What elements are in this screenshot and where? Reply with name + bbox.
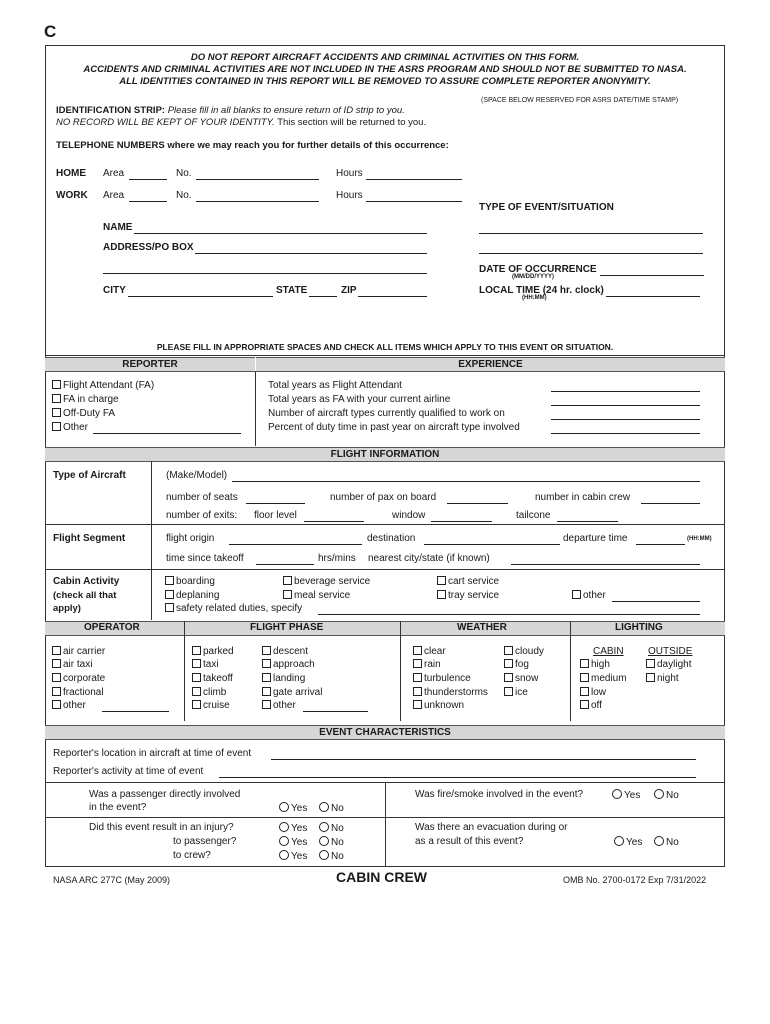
lighting-cabin-option[interactable] <box>580 659 610 670</box>
home-hours-label: Hours <box>336 168 363 179</box>
id-strip-text: Please fill in all blanks to ensure return of ID strip to you. <box>167 105 405 116</box>
lighting-option-label: off <box>591 700 602 711</box>
q-injury: Did this event result in an injury? <box>89 822 234 833</box>
cabin-option-label: meal service <box>294 590 351 601</box>
checkbox-icon <box>413 659 422 668</box>
activity-label: Reporter's activity at time of event <box>53 766 204 777</box>
make-model-field[interactable] <box>232 481 700 482</box>
checkbox-icon <box>413 673 422 682</box>
frame-top <box>45 45 725 46</box>
type-of-event-label: TYPE OF EVENT/SITUATION <box>479 202 614 213</box>
checkbox-icon <box>580 687 589 696</box>
departure-label: departure time <box>563 533 628 544</box>
lighting-option-label: low <box>591 687 607 698</box>
destination-label: destination <box>367 533 416 544</box>
to-crew-no-radio[interactable] <box>319 850 344 862</box>
radio-icon <box>612 789 622 799</box>
operator-heading: OPERATOR <box>84 622 140 633</box>
experience-field[interactable] <box>551 433 700 434</box>
checkbox-icon <box>437 576 446 585</box>
reporter-option-other[interactable] <box>52 422 88 433</box>
reporter-divider <box>255 371 256 446</box>
operator-option[interactable] <box>52 687 104 698</box>
state-field[interactable] <box>309 296 337 297</box>
cabin-crew-label: number in cabin crew <box>535 492 631 503</box>
reporter-heading: REPORTER <box>45 357 255 372</box>
cabin-crew-field[interactable] <box>641 503 700 504</box>
reserved-note: (SPACE BELOW RESERVED FOR ASRS DATE/TIME STAMP) <box>481 97 679 104</box>
radio-icon <box>279 802 289 812</box>
make-model-label: (Make/Model) <box>166 470 228 481</box>
since-takeoff-field[interactable] <box>256 564 314 565</box>
name-field[interactable] <box>134 233 427 234</box>
passenger-yes-radio[interactable] <box>279 802 307 814</box>
injury-yes-radio[interactable] <box>279 822 307 834</box>
radio-icon <box>654 836 664 846</box>
weather-heading: WEATHER <box>457 622 507 633</box>
checkbox-icon <box>262 673 271 682</box>
operator-option-label: air taxi <box>63 659 93 670</box>
home-area-label: Area <box>103 168 125 179</box>
notice-line-3: ALL IDENTITIES CONTAINED IN THIS REPORT WILL BE REMOVED TO ASSURE COMPLETE REPORTER ANONYMITY. <box>119 76 651 87</box>
checkbox-icon <box>262 700 271 709</box>
phase-option[interactable] <box>192 673 233 684</box>
checkbox-icon <box>52 659 61 668</box>
checkbox-icon <box>504 687 513 696</box>
checkbox-icon <box>580 659 589 668</box>
address-field-2[interactable] <box>103 273 427 274</box>
reporter-option-fa-in-charge[interactable] <box>52 394 119 405</box>
name-label: NAME <box>103 222 133 233</box>
work-area-field[interactable] <box>129 201 167 202</box>
event-type-field[interactable] <box>479 233 703 234</box>
phase-option[interactable] <box>192 659 219 670</box>
city-label: CITY <box>103 285 126 296</box>
no-label: No <box>666 837 679 848</box>
q-evacuation-line-1: Was there an evacuation during or <box>415 822 568 833</box>
checkbox-icon <box>262 687 271 696</box>
q-passenger-line-2: in the event? <box>89 802 147 813</box>
weather-option[interactable] <box>413 673 471 684</box>
event-characteristics-heading: EVENT CHARACTERISTICS <box>45 725 725 740</box>
form-title: CABIN CREW <box>336 869 427 885</box>
yes-label: Yes <box>291 803 308 814</box>
operator-option[interactable] <box>52 673 105 684</box>
phase-option[interactable] <box>192 700 230 711</box>
checkbox-icon <box>165 576 174 585</box>
radio-icon <box>279 850 289 860</box>
phase-option-label: landing <box>273 673 306 684</box>
operator-option[interactable] <box>52 646 105 657</box>
lighting-outside-option[interactable] <box>646 673 679 684</box>
checkbox-icon <box>437 590 446 599</box>
questions-divider <box>385 782 386 866</box>
weather-option-label: thunderstorms <box>424 687 488 698</box>
cabin-activity-hint-2: apply) <box>53 603 81 614</box>
checkbox-icon <box>52 646 61 655</box>
yes-label: Yes <box>624 790 641 801</box>
checkbox-icon <box>413 646 422 655</box>
checkbox-icon <box>192 687 201 696</box>
reporter-option-label: Off-Duty FA <box>63 408 116 419</box>
checkbox-icon <box>192 673 201 682</box>
phase-option-label: parked <box>203 646 234 657</box>
telephone-heading: TELEPHONE NUMBERS where we may reach you for further details of this occurrence: <box>56 140 449 151</box>
phase-option[interactable] <box>262 659 315 670</box>
fire-yes-radio[interactable] <box>612 789 640 801</box>
checkbox-icon <box>504 659 513 668</box>
home-label: HOME <box>56 168 86 179</box>
form-letter: C <box>44 22 57 41</box>
to-passenger-yes-radio[interactable] <box>279 836 307 848</box>
q-to-crew: to crew? <box>173 850 211 861</box>
evacuation-no-radio[interactable] <box>654 836 679 848</box>
checkbox-icon <box>192 659 201 668</box>
lighting-option-label: daylight <box>657 659 692 670</box>
operator-option[interactable] <box>52 659 92 670</box>
weather-divider <box>570 621 571 721</box>
checkbox-icon <box>52 408 61 417</box>
home-number-field[interactable] <box>196 179 319 180</box>
checkbox-icon <box>504 646 513 655</box>
instructions: PLEASE FILL IN APPROPRIATE SPACES AND CHECK ALL ITEMS WHICH APPLY TO THIS EVENT OR SITUATION. <box>156 342 614 352</box>
cabin-option-tray[interactable] <box>437 590 499 601</box>
checkbox-icon <box>52 673 61 682</box>
id-strip-line-1 <box>56 105 405 116</box>
pax-field[interactable] <box>447 503 508 504</box>
id-strip-return-note: This section will be returned to you. <box>277 117 427 128</box>
seats-field[interactable] <box>246 503 305 504</box>
cabin-option-label: deplaning <box>176 590 220 601</box>
experience-field[interactable] <box>551 419 700 420</box>
no-label: No <box>331 823 344 834</box>
yes-label: Yes <box>291 851 308 862</box>
floor-level-label: floor level <box>254 510 297 521</box>
departure-field[interactable] <box>636 544 685 545</box>
work-no-label: No. <box>176 190 192 201</box>
operator-option-label: fractional <box>63 687 104 698</box>
radio-icon <box>279 822 289 832</box>
work-area-label: Area <box>103 190 125 201</box>
seats-label: number of seats <box>166 492 238 503</box>
checkbox-icon <box>52 394 61 403</box>
checkbox-icon <box>165 603 174 612</box>
id-strip-label: IDENTIFICATION STRIP: <box>56 105 166 116</box>
checkbox-icon <box>283 576 292 585</box>
origin-field[interactable] <box>229 544 362 545</box>
flight-info-heading: FLIGHT INFORMATION <box>45 447 725 462</box>
lighting-cabin-option[interactable] <box>580 687 606 698</box>
weather-option[interactable] <box>413 687 488 698</box>
yes-label: Yes <box>291 823 308 834</box>
id-strip-warning: NO RECORD WILL BE KEPT OF YOUR IDENTITY. <box>56 117 275 128</box>
home-no-label: No. <box>176 168 192 179</box>
local-time-label: LOCAL TIME (24 hr. clock) <box>479 285 604 296</box>
phase-option[interactable] <box>262 646 308 657</box>
weather-option-label: snow <box>515 673 539 684</box>
cabin-option-deplaning[interactable] <box>165 590 219 601</box>
lighting-cabin-option[interactable] <box>580 700 602 711</box>
cabin-option-other[interactable] <box>572 590 606 601</box>
evacuation-yes-radio[interactable] <box>614 836 642 848</box>
checkbox-icon <box>413 700 422 709</box>
experience-item: Total years as FA with your current airline <box>268 394 451 405</box>
notice-line-2: ACCIDENTS AND CRIMINAL ACTIVITIES ARE NOT INCLUDED IN THE ASRS PROGRAM AND SHOULD NOT BE SUBMITTED TO NASA. <box>83 64 687 75</box>
reporter-other-field[interactable] <box>93 433 241 434</box>
weather-option-label: unknown <box>424 700 465 711</box>
weather-option[interactable] <box>413 700 464 711</box>
event-type-field-2[interactable] <box>479 253 703 254</box>
operator-other-field[interactable] <box>102 711 169 712</box>
q-to-passenger: to passenger? <box>173 836 237 847</box>
no-label: No <box>331 851 344 862</box>
phase-other-field[interactable] <box>303 711 368 712</box>
radio-icon <box>279 836 289 846</box>
experience-item: Percent of duty time in past year on aircraft type involved <box>268 422 520 433</box>
q-fire: Was fire/smoke involved in the event? <box>415 789 584 800</box>
reporter-option-fa[interactable] <box>52 380 154 391</box>
weather-option[interactable] <box>504 673 538 684</box>
weather-option-label: turbulence <box>424 673 471 684</box>
tailcone-field[interactable] <box>557 521 618 522</box>
weather-option-label: clear <box>424 646 446 657</box>
checkbox-icon <box>52 380 61 389</box>
work-label: WORK <box>56 190 88 201</box>
cabin-option-beverage[interactable] <box>283 576 370 587</box>
questions-bottom-rule <box>45 866 725 867</box>
cabin-option-meal[interactable] <box>283 590 350 601</box>
weather-option-label: cloudy <box>515 646 544 657</box>
checkbox-icon <box>572 590 581 599</box>
reporter-option-label: Flight Attendant (FA) <box>63 380 155 391</box>
type-of-aircraft-label: Type of Aircraft <box>53 470 126 481</box>
experience-item: Number of aircraft types currently qualified to work on <box>268 408 505 419</box>
injury-no-radio[interactable] <box>319 822 344 834</box>
cabin-option-boarding[interactable] <box>165 576 215 587</box>
weather-option-label: fog <box>515 659 529 670</box>
flight-phase-heading: FLIGHT PHASE <box>250 622 324 633</box>
checkbox-icon <box>262 659 271 668</box>
frame-left <box>45 45 46 355</box>
nearest-label: nearest city/state (if known) <box>368 553 490 564</box>
window-label: window <box>392 510 426 521</box>
checkbox-icon <box>52 422 61 431</box>
to-crew-yes-radio[interactable] <box>279 850 307 862</box>
lighting-option-label: medium <box>591 673 627 684</box>
radio-icon <box>614 836 624 846</box>
no-label: No <box>666 790 679 801</box>
home-hours-field[interactable] <box>366 179 462 180</box>
reporter-option-label: FA in charge <box>63 394 119 405</box>
experience-field[interactable] <box>551 391 700 392</box>
checkbox-icon <box>192 700 201 709</box>
cabin-option-label: beverage service <box>294 576 371 587</box>
checkbox-icon <box>192 646 201 655</box>
weather-option-label: rain <box>424 659 441 670</box>
zip-field[interactable] <box>358 296 427 297</box>
local-time-field[interactable] <box>606 296 700 297</box>
lighting-option-label: high <box>591 659 610 670</box>
checkbox-icon <box>646 673 655 682</box>
id-strip-line-2 <box>56 117 426 128</box>
weather-option[interactable] <box>413 659 441 670</box>
lighting-option-label: night <box>657 673 679 684</box>
origin-label: flight origin <box>166 533 215 544</box>
passenger-no-radio[interactable] <box>319 802 344 814</box>
radio-icon <box>319 802 329 812</box>
cabin-other-field[interactable] <box>612 601 700 602</box>
checkbox-icon <box>262 646 271 655</box>
address-label: ADDRESS/PO BOX <box>103 242 194 253</box>
date-format-hint: (MM/DD/YYYY) <box>512 274 554 280</box>
lower-frame-left <box>45 355 46 867</box>
tailcone-label: tailcone <box>516 510 551 521</box>
phase-option-label: climb <box>203 687 227 698</box>
date-of-occurrence-label: DATE OF OCCURRENCE <box>479 264 597 275</box>
phase-option-label: takeoff <box>203 673 233 684</box>
checkbox-icon <box>646 659 655 668</box>
cabin-option-cart[interactable] <box>437 576 499 587</box>
nearest-field[interactable] <box>511 564 700 565</box>
cabin-option-label: other <box>583 590 606 601</box>
cabin-option-label: cart service <box>448 576 500 587</box>
hrs-mins-label: hrs/mins <box>318 553 356 564</box>
checkbox-icon <box>504 673 513 682</box>
flight-info-divider <box>151 461 152 620</box>
q-evacuation-line-2: as a result of this event? <box>415 836 524 847</box>
notice-line-1: DO NOT REPORT AIRCRAFT ACCIDENTS AND CRIMINAL ACTIVITIES ON THIS FORM. <box>190 52 580 63</box>
location-field[interactable] <box>271 759 696 760</box>
work-hours-field[interactable] <box>366 201 462 202</box>
phase-option-other[interactable] <box>262 700 296 711</box>
location-label: Reporter's location in aircraft at time of event <box>53 748 252 759</box>
checkbox-icon <box>52 700 61 709</box>
phase-option-label: approach <box>273 659 315 670</box>
reporter-option-off-duty[interactable] <box>52 408 115 419</box>
flight-segment-label: Flight Segment <box>53 533 126 544</box>
lighting-heading: LIGHTING <box>615 622 663 633</box>
work-number-field[interactable] <box>196 201 319 202</box>
checkbox-icon <box>580 700 589 709</box>
lighting-outside-heading: OUTSIDE <box>648 646 693 657</box>
q-passenger-line-1: Was a passenger directly involved <box>89 789 241 800</box>
form-id: NASA ARC 277C (May 2009) <box>53 875 171 885</box>
operator-option-label: other <box>63 700 86 711</box>
flight-info-rule-1 <box>45 524 725 525</box>
to-passenger-no-radio[interactable] <box>319 836 344 848</box>
lower-frame-right <box>724 355 725 867</box>
yes-label: Yes <box>626 837 643 848</box>
state-label: STATE <box>276 285 308 296</box>
departure-format-hint: (HH:MM) <box>687 536 712 542</box>
destination-field[interactable] <box>424 544 560 545</box>
date-field[interactable] <box>600 275 704 276</box>
lower-frame-top <box>45 355 725 356</box>
lighting-cabin-option[interactable] <box>580 673 627 684</box>
no-label: No <box>331 837 344 848</box>
radio-icon <box>319 836 329 846</box>
fire-no-radio[interactable] <box>654 789 679 801</box>
activity-field[interactable] <box>219 777 696 778</box>
checkbox-icon <box>580 673 589 682</box>
weather-option[interactable] <box>504 646 544 657</box>
window-field[interactable] <box>431 521 492 522</box>
since-takeoff-label: time since takeoff <box>166 553 244 564</box>
lighting-outside-option[interactable] <box>646 659 691 670</box>
zip-label: ZIP <box>341 285 357 296</box>
phase-option[interactable] <box>192 687 226 698</box>
home-area-field[interactable] <box>129 179 167 180</box>
exits-label: number of exits: <box>166 510 238 521</box>
phase-option-label: descent <box>273 646 309 657</box>
experience-item: Total years as Flight Attendant <box>268 380 402 391</box>
checkbox-icon <box>52 687 61 696</box>
pax-label: number of pax on board <box>330 492 437 503</box>
weather-option[interactable] <box>504 659 529 670</box>
work-hours-label: Hours <box>336 190 363 201</box>
checkbox-icon <box>283 590 292 599</box>
omb-number: OMB No. 2700-0172 Exp 7/31/2022 <box>563 875 707 885</box>
cabin-option-label: tray service <box>448 590 500 601</box>
phase-option[interactable] <box>262 687 322 698</box>
checkbox-icon <box>165 590 174 599</box>
experience-heading: EXPERIENCE <box>256 357 725 372</box>
operator-option-other[interactable] <box>52 700 86 711</box>
weather-option[interactable] <box>504 687 528 698</box>
phase-divider <box>400 621 401 721</box>
lighting-cabin-heading: CABIN <box>593 646 624 657</box>
operator-option-label: corporate <box>63 673 106 684</box>
cabin-option-label: boarding <box>176 576 215 587</box>
time-format-hint: (HH:MM) <box>522 295 547 301</box>
city-field[interactable] <box>128 296 273 297</box>
cabin-option-label: safety related duties, specify <box>176 603 303 614</box>
phase-option-label: taxi <box>203 659 219 670</box>
floor-level-field[interactable] <box>304 521 364 522</box>
radio-icon <box>654 789 664 799</box>
phase-option[interactable] <box>262 673 305 684</box>
phase-option-label: cruise <box>203 700 230 711</box>
yes-label: Yes <box>291 837 308 848</box>
radio-icon <box>319 850 329 860</box>
checkbox-icon <box>413 687 422 696</box>
cabin-activity-label: Cabin Activity <box>53 576 120 587</box>
phase-option-label: gate arrival <box>273 687 323 698</box>
weather-option[interactable] <box>413 646 446 657</box>
safety-duties-field[interactable] <box>318 614 700 615</box>
operator-divider <box>184 621 185 721</box>
address-field[interactable] <box>195 253 427 254</box>
radio-icon <box>319 822 329 832</box>
no-label: No <box>331 803 344 814</box>
phase-option[interactable] <box>192 646 234 657</box>
flight-info-rule-2 <box>45 569 725 570</box>
experience-field[interactable] <box>551 405 700 406</box>
operator-option-label: air carrier <box>63 646 106 657</box>
frame-right <box>724 45 725 355</box>
reporter-option-label: Other <box>63 422 89 433</box>
phase-option-label: other <box>273 700 296 711</box>
weather-option-label: ice <box>515 687 528 698</box>
cabin-activity-hint-1: (check all that <box>53 590 117 601</box>
cabin-option-safety[interactable] <box>165 603 302 614</box>
